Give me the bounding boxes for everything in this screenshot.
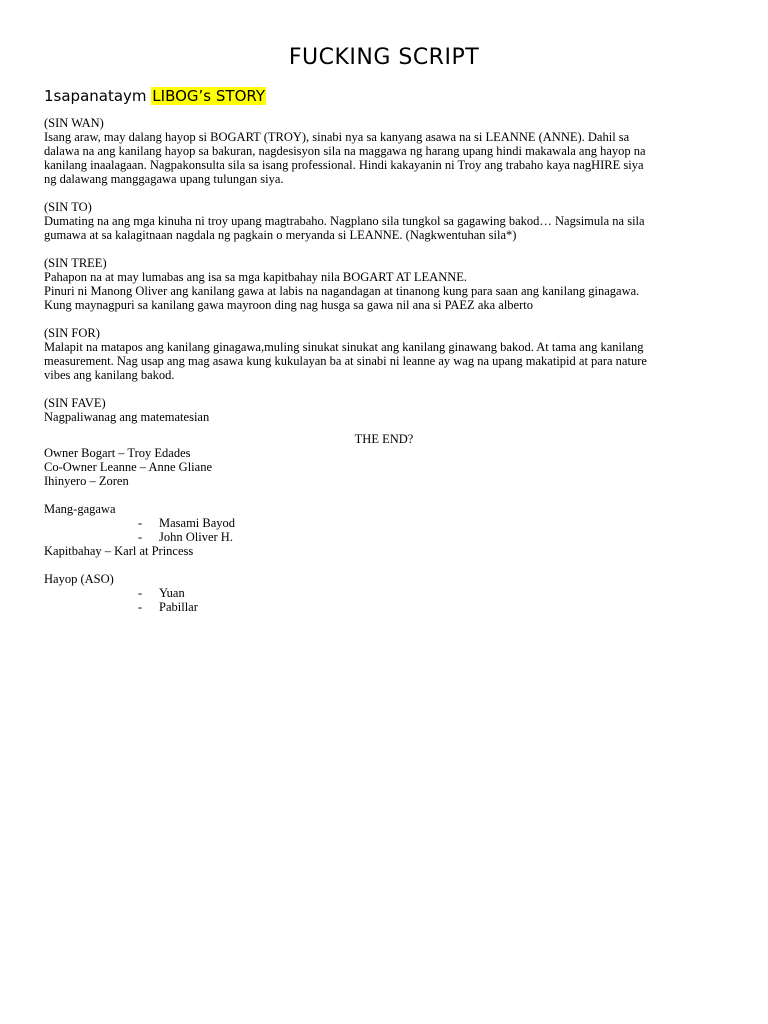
worker-name: Masami Bayod xyxy=(159,516,236,530)
worker-name: John Oliver H. xyxy=(159,530,233,544)
animal-item xyxy=(44,586,724,600)
scene-heading: (SIN FOR) xyxy=(44,326,100,340)
cast-role: Ihinyero – Zoren xyxy=(44,474,129,488)
animal-name: Yuan xyxy=(159,586,185,600)
scene-line: Isang araw, may dalang hayop si BOGART (TROY), sinabi nya sa kanyang asawa na si LEANNE (ANNE). Dahil sa xyxy=(44,130,630,144)
subtitle-prefix: 1sapanataym xyxy=(44,87,152,105)
document-title: FUCKING SCRIPT xyxy=(288,45,480,70)
dash-marker: - xyxy=(138,516,143,530)
scene-line: gumawa at sa kalagitnaan nagdala ng pagkain o meryanda si LEANNE. (Nagkwentuhan sila*) xyxy=(44,228,517,242)
scene-4 xyxy=(44,326,724,382)
scene-line: Pahapon na at may lumabas ang isa sa mga kapitbahay nila BOGART AT LEANNE. xyxy=(44,270,468,284)
scene-heading: (SIN WAN) xyxy=(44,116,104,130)
scene-line: Nagpaliwanag ang matematesian xyxy=(44,410,210,424)
scene-line: Pinuri ni Manong Oliver ang kanilang gawa at labis na nagandagan at tinanong kung para saan ang kanilang ginagawa. xyxy=(44,284,640,298)
script-body xyxy=(44,116,724,614)
scene-line: dalawa na ang kanilang hayop sa bakuran, nagdesisyon sila na maggawa ng harang upang hindi makawala ang hayop na xyxy=(44,144,646,158)
scene-line: measurement. Nag usap ang mag asawa kung kukulayan ba at sinabi ni leanne ay wag na upang makatipid at para nature xyxy=(44,354,647,368)
scene-3 xyxy=(44,256,724,312)
scene-line: kanilang inaalagaan. Nagpakonsulta sila sa isang professional. Hindi kakayanin ni Troy ang trabaho kaya nagHIRE siya xyxy=(44,158,644,172)
scene-heading: (SIN FAVE) xyxy=(44,396,106,410)
subtitle-highlight: LIBOG’s STORY xyxy=(152,87,266,105)
cast-role: Co-Owner Leanne – Anne Gliane xyxy=(44,460,212,474)
scene-line: vibes ang kanilang bakod. xyxy=(44,368,175,382)
scene-5 xyxy=(44,396,724,424)
neighbor-role: Kapitbahay – Karl at Princess xyxy=(44,544,194,558)
dash-marker: - xyxy=(138,530,143,544)
scene-line: Malapit na matapos ang kanilang ginagawa,muling sinukat sinukat ang kanilang ginawang bakod. At tama ang kanilang xyxy=(44,340,644,354)
animal-item xyxy=(44,600,724,614)
dash-marker: - xyxy=(138,586,143,600)
scene-heading: (SIN TREE) xyxy=(44,256,107,270)
worker-item xyxy=(44,530,724,544)
scene-line: Dumating na ang mga kinuha ni troy upang magtrabaho. Nagplano sila tungkol sa gagawing bakod… Nagsimula na sila xyxy=(44,214,645,228)
cast-role: Owner Bogart – Troy Edades xyxy=(44,446,191,460)
animal-name: Pabillar xyxy=(159,600,198,614)
cast-list xyxy=(44,446,724,614)
scene-line: ng dalawang manggagawa upang tulungan siya. xyxy=(44,172,284,186)
scene-1 xyxy=(44,116,724,186)
scene-2 xyxy=(44,200,724,242)
scene-heading: (SIN TO) xyxy=(44,200,92,214)
dash-marker: - xyxy=(138,600,143,614)
worker-item xyxy=(44,516,724,530)
the-end: THE END? xyxy=(354,432,414,446)
document-subtitle xyxy=(44,86,266,106)
scene-line: Kung maynagpuri sa kanilang gawa mayroon ding nag husga sa gawa nil ana si PAEZ aka alberto xyxy=(44,298,533,312)
animals-label: Hayop (ASO) xyxy=(44,572,114,586)
workers-label: Mang-gagawa xyxy=(44,502,116,516)
